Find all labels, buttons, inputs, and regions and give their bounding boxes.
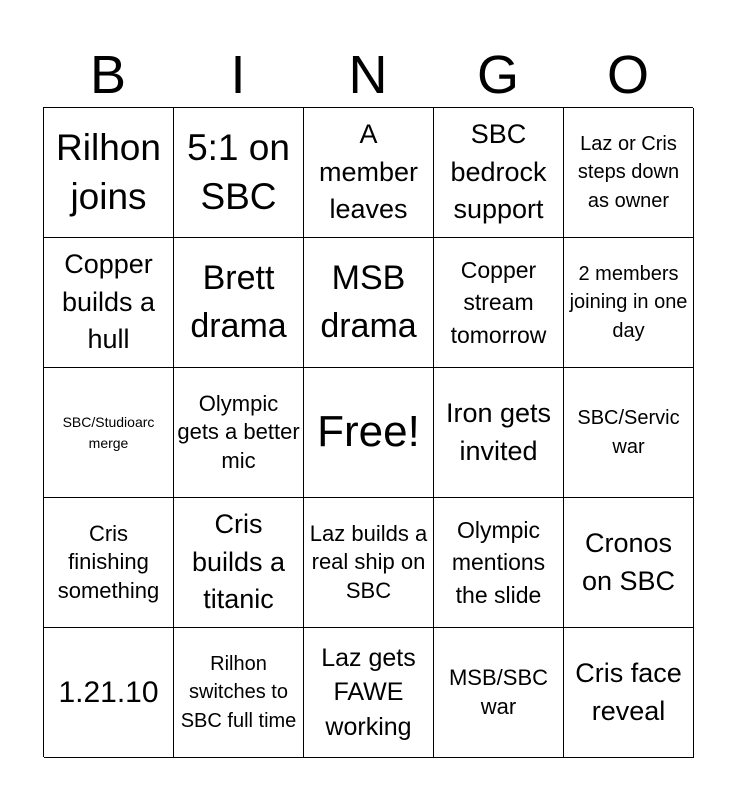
bingo-cell[interactable] — [304, 628, 434, 758]
cell-text: 1.21.10 — [58, 676, 159, 709]
cell-text: Laz or Cris steps down as owner — [577, 132, 680, 212]
cell-text: MSB drama — [320, 258, 417, 345]
bingo-cell[interactable] — [434, 498, 564, 628]
cell-text: Laz gets FAWE working — [321, 643, 416, 741]
bingo-cell[interactable] — [174, 628, 304, 758]
bingo-cell[interactable] — [434, 108, 564, 238]
cell-text: Free! — [317, 407, 420, 457]
bingo-cell[interactable] — [44, 628, 174, 758]
cell-text: Copper builds a hull — [61, 248, 156, 355]
bingo-cell[interactable] — [44, 108, 174, 238]
bingo-cell[interactable] — [304, 498, 434, 628]
cell-text: SBC/Servic war — [577, 406, 680, 458]
bingo-cell[interactable] — [44, 238, 174, 368]
cell-text: Laz builds a real ship on SBC — [309, 520, 428, 603]
bingo-cell[interactable] — [304, 238, 434, 368]
bingo-cell[interactable] — [44, 498, 174, 628]
cell-text: Cris finishing something — [57, 520, 160, 603]
cell-text: Rilhon switches to SBC full time — [180, 652, 297, 732]
cell-text: 5:1 on SBC — [187, 127, 290, 217]
cell-text: MSB/SBC war — [448, 664, 549, 719]
bingo-cell[interactable] — [174, 368, 304, 498]
cell-text: Cris builds a titanic — [191, 508, 286, 615]
bingo-grid — [43, 107, 693, 757]
bingo-cell[interactable] — [174, 238, 304, 368]
cell-text: SBC/Studioarc merge — [62, 414, 155, 451]
bingo-cell[interactable] — [174, 108, 304, 238]
header-letter-i: I — [230, 45, 246, 105]
header-letter-n: N — [348, 45, 388, 105]
bingo-cell[interactable] — [564, 498, 694, 628]
cell-text: Rilhon joins — [56, 127, 161, 217]
bingo-cell[interactable] — [434, 628, 564, 758]
bingo-cell[interactable] — [434, 238, 564, 368]
bingo-header — [43, 42, 693, 108]
cell-text: 2 members joining in one day — [569, 262, 688, 342]
cell-text: Iron gets invited — [445, 397, 552, 466]
bingo-cell[interactable] — [304, 108, 434, 238]
bingo-cell[interactable] — [564, 368, 694, 498]
bingo-cell[interactable] — [174, 498, 304, 628]
cell-text: A member leaves — [318, 118, 419, 225]
cell-text: Brett drama — [190, 258, 287, 345]
cell-text: SBC bedrock support — [450, 118, 547, 225]
cell-text: Olympic mentions the slide — [451, 516, 546, 608]
header-letter-b: B — [89, 45, 127, 105]
cell-text: Copper stream tomorrow — [450, 256, 547, 348]
bingo-cell[interactable] — [564, 238, 694, 368]
cell-text: Cronos on SBC — [581, 527, 676, 596]
cell-text: Olympic gets a better mic — [177, 390, 300, 473]
bingo-cell[interactable] — [564, 628, 694, 758]
bingo-cell[interactable] — [564, 108, 694, 238]
bingo-cell[interactable] — [434, 368, 564, 498]
header-letter-g: G — [476, 45, 519, 105]
cell-text: Cris face reveal — [575, 657, 682, 726]
free-space-cell[interactable] — [304, 368, 434, 498]
header-letter-o: O — [606, 45, 649, 105]
bingo-cell[interactable] — [44, 368, 174, 498]
